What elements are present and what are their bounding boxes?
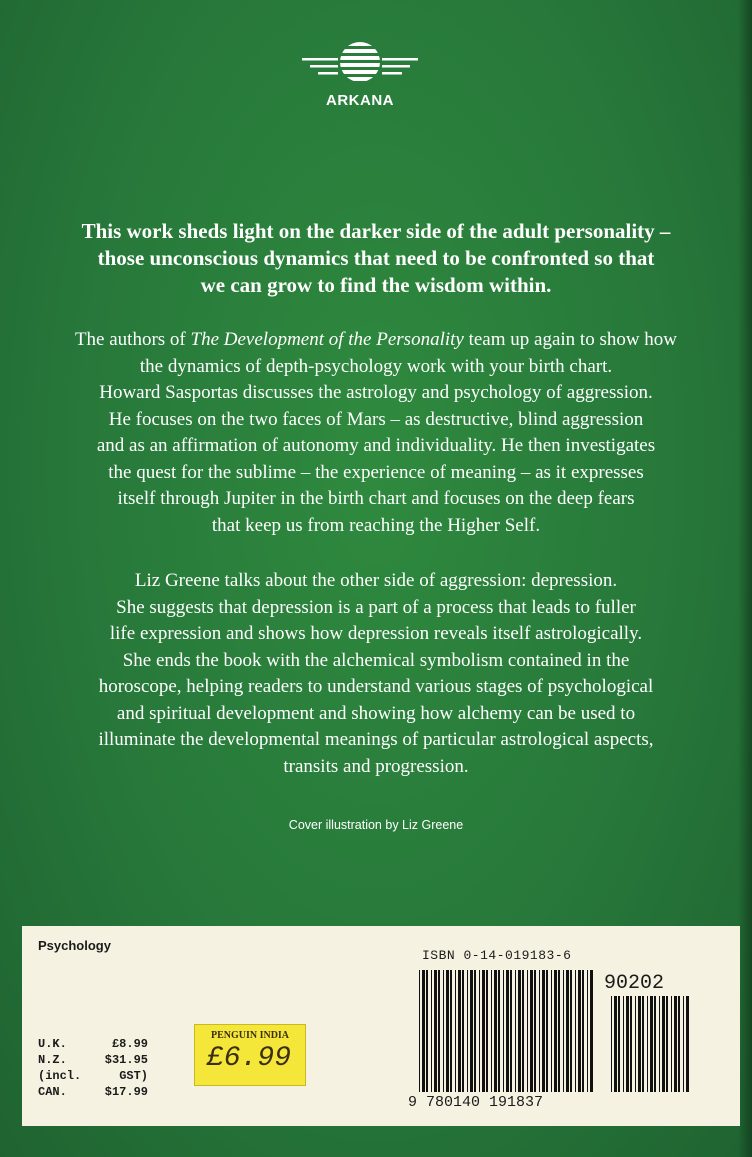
sticker-price: £6.99 [207, 1043, 292, 1074]
paragraph-line: She ends the book with the alchemical symbolism contained in the [122, 649, 630, 671]
barcode-bar [686, 996, 689, 1092]
barcode-bar [422, 970, 425, 1092]
barcode-bar [635, 996, 636, 1092]
paragraph-line: the dynamics of depth-psychology work with your birth chart. [139, 355, 613, 377]
blurb [20, 218, 732, 299]
isbn-number: ISBN 0-14-019183-6 [422, 948, 572, 963]
paragraph-line [20, 327, 732, 354]
barcode-bar [666, 996, 668, 1092]
barcode-bar [587, 970, 588, 1092]
barcode-bar [438, 970, 440, 1092]
barcode-bar [434, 970, 437, 1092]
barcode-bar [650, 996, 653, 1092]
barcode-bar [647, 996, 648, 1092]
price-barcode-strip [22, 926, 740, 1126]
barcode-bar [575, 970, 576, 1092]
text-run: team up again to show how [463, 329, 678, 350]
paragraph-line: itself through Jupiter in the birth chart and focuses on the deep fears [117, 488, 635, 509]
publisher-logo [296, 34, 424, 114]
barcode-bar [446, 970, 449, 1092]
paragraph-line: Howard Sasportas discusses the astrology and psychology of aggression. [99, 382, 653, 403]
price-value: £8.99 [111, 1037, 148, 1051]
barcode-bar [563, 970, 564, 1092]
price-value: $17.99 [104, 1085, 148, 1099]
price-region: U.K. [38, 1037, 67, 1051]
barcode-bar [626, 996, 629, 1092]
barcode-bar [578, 970, 581, 1092]
barcode-bar [546, 970, 548, 1092]
price-value: $31.95 [104, 1053, 148, 1067]
barcode-bar [458, 970, 461, 1092]
barcode-bar [678, 996, 680, 1092]
barcode-bar [654, 996, 656, 1092]
barcode-bar [638, 996, 641, 1092]
text-run: The authors of [74, 329, 191, 350]
barcode-bar [419, 970, 420, 1092]
barcode-bar [530, 970, 533, 1092]
category-label: Psychology [38, 938, 111, 953]
barcode-bar [671, 996, 672, 1092]
barcode-bar [539, 970, 540, 1092]
barcode-bar [542, 970, 545, 1092]
barcode-bar [558, 970, 560, 1092]
barcode-bar [491, 970, 492, 1092]
price-value: GST) [119, 1069, 148, 1083]
paragraph-line: horoscope, helping readers to understand various stages of psychological [98, 676, 654, 697]
barcode-bar [518, 970, 521, 1092]
barcode-bar [630, 996, 632, 1092]
barcode-bar [431, 970, 432, 1092]
barcode-bar [582, 970, 584, 1092]
barcode-bar [623, 996, 624, 1092]
barcode-bar [570, 970, 572, 1092]
barcode-bar [474, 970, 476, 1092]
barcode-bar [470, 970, 473, 1092]
barcode-bar [590, 970, 593, 1092]
publisher-name: ARKANA [326, 92, 394, 109]
paragraph-line: Liz Greene talks about the other side of aggression: depression. [134, 570, 618, 591]
barcode-addon-icon [610, 996, 690, 1092]
barcode-bar [479, 970, 480, 1092]
barcode-bar [503, 970, 504, 1092]
barcode-bar [450, 970, 452, 1092]
barcode-bar [618, 996, 620, 1092]
price-list [38, 1036, 148, 1100]
paragraph-line: She suggests that depression is a part of a process that leads to fuller [116, 596, 636, 618]
description-paragraph-2 [20, 568, 732, 780]
paragraph-line: illuminate the developmental meanings of particular astrological aspects, [98, 729, 654, 750]
price-row [38, 1052, 148, 1068]
barcode-bar [522, 970, 524, 1092]
paragraph-line: that keep us from reaching the Higher Self. [211, 514, 541, 536]
barcode-bar [554, 970, 557, 1092]
price-sticker [194, 1024, 306, 1086]
price-row [38, 1036, 148, 1052]
barcode-bar [611, 996, 612, 1092]
barcode-bar [467, 970, 468, 1092]
barcode-bar [482, 970, 485, 1092]
price-region: N.Z. [38, 1053, 67, 1067]
sun-over-horizon-icon [296, 34, 424, 90]
barcode-icon [418, 970, 596, 1092]
barcode-bar [674, 996, 677, 1092]
barcode-bar [443, 970, 444, 1092]
price-region: CAN. [38, 1085, 67, 1099]
description-paragraph-1 [20, 327, 732, 539]
price-row [38, 1068, 148, 1084]
barcode-bar [506, 970, 509, 1092]
paragraph-line: transits and progression. [283, 755, 469, 777]
spine-edge-shadow [738, 0, 752, 1157]
sticker-label: PENGUIN INDIA [210, 1030, 290, 1041]
blurb-line: those unconscious dynamics that need to be confronted so that [97, 246, 655, 270]
barcode-bar [486, 970, 488, 1092]
barcode-bar [534, 970, 536, 1092]
paragraph-line: He focuses on the two faces of Mars – as destructive, blind aggression [108, 408, 644, 430]
paragraph-line: life expression and shows how depression reveals itself astrologically. [109, 623, 643, 644]
barcode-bar [455, 970, 456, 1092]
price-region: (incl. [38, 1069, 82, 1083]
barcode-bar [659, 996, 660, 1092]
paragraph-line: and as an affirmation of autonomy and individuality. He then investigates [96, 435, 656, 456]
barcode-bar [510, 970, 512, 1092]
ean-digits: 9 780140 191837 [408, 1094, 544, 1111]
paragraph-line: and spiritual development and showing how alchemy can be used to [116, 702, 636, 724]
paragraph-line: the quest for the sublime – the experience of meaning – as it expresses [108, 461, 644, 483]
barcode-bar [642, 996, 644, 1092]
barcode-addon-number: 90202 [604, 972, 665, 995]
barcode-bar [614, 996, 617, 1092]
barcode-bar [515, 970, 516, 1092]
barcode-bar [683, 996, 684, 1092]
barcode-bar [494, 970, 497, 1092]
barcode-bar [426, 970, 428, 1092]
barcode-bar [662, 996, 665, 1092]
book-title-reference: The Development of the Personality [190, 329, 464, 350]
cover-credit: Cover illustration by Liz Greene [288, 818, 464, 832]
barcode-bar [551, 970, 552, 1092]
barcode-bar [566, 970, 569, 1092]
barcode-bar [462, 970, 464, 1092]
barcode-bar [498, 970, 500, 1092]
blurb-line: This work sheds light on the darker side of the adult personality – [81, 219, 671, 243]
price-row [38, 1084, 148, 1100]
barcode-bar [527, 970, 528, 1092]
blurb-line: we can grow to find the wisdom within. [200, 273, 552, 297]
